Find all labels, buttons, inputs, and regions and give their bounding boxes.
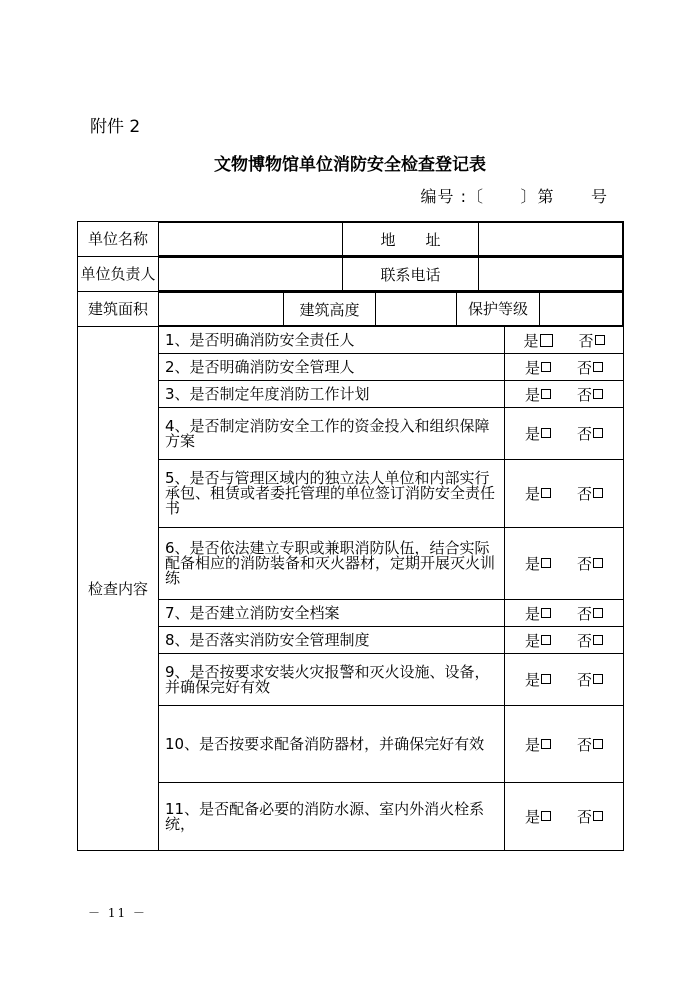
row-building <box>78 292 624 327</box>
phone-field[interactable] <box>479 258 623 291</box>
no-label: 否 <box>577 671 593 689</box>
yes-checkbox[interactable] <box>541 608 551 618</box>
inspection-row <box>78 460 624 528</box>
inspection-item: 2、是否明确消防安全管理人 <box>159 354 505 381</box>
yes-checkbox[interactable] <box>541 428 551 438</box>
yes-no-choice <box>505 783 624 851</box>
yes-checkbox[interactable] <box>541 674 551 684</box>
serial-number-label: 编号 :〔 〕第 号 <box>420 187 608 206</box>
yes-no-choice <box>505 654 624 706</box>
yes-checkbox[interactable] <box>541 558 551 568</box>
no-label: 否 <box>577 735 593 754</box>
inspection-item: 1、是否明确消防安全责任人 <box>159 327 505 354</box>
yes-checkbox[interactable] <box>541 635 551 645</box>
yes-label: 是 <box>524 385 540 404</box>
protection-level-field[interactable] <box>540 293 623 326</box>
responsible-label: 单位负责人 <box>78 257 159 292</box>
yes-checkbox[interactable] <box>541 488 551 498</box>
section-label: 检查内容 <box>78 327 159 851</box>
yes-checkbox[interactable] <box>541 389 551 399</box>
phone-label: 联系电话 <box>343 258 479 291</box>
yes-label: 是 <box>524 604 540 623</box>
inspection-row <box>78 654 624 706</box>
unit-name-label: 单位名称 <box>78 222 159 257</box>
inspection-row <box>78 408 624 460</box>
no-checkbox[interactable] <box>593 428 603 438</box>
yes-no-choice <box>505 460 624 528</box>
yes-label: 是 <box>524 425 540 443</box>
yes-no-choice <box>505 627 624 654</box>
no-label: 否 <box>577 485 593 503</box>
form-title: 文物博物馆单位消防安全检查登记表 <box>214 155 486 175</box>
no-checkbox[interactable] <box>593 635 603 645</box>
yes-checkbox[interactable] <box>541 362 551 372</box>
height-label: 建筑高度 <box>284 293 376 326</box>
yes-label: 是 <box>523 331 539 350</box>
inspection-row <box>78 706 624 783</box>
yes-label: 是 <box>524 555 540 573</box>
inspection-item: 3、是否制定年度消防工作计划 <box>159 381 505 408</box>
area-label: 建筑面积 <box>78 292 159 327</box>
no-checkbox[interactable] <box>593 811 603 821</box>
no-checkbox[interactable] <box>593 488 603 498</box>
yes-label: 是 <box>524 735 540 754</box>
no-checkbox[interactable] <box>593 362 603 372</box>
inspection-row <box>78 528 624 600</box>
area-field[interactable] <box>159 293 284 326</box>
yes-no-choice <box>505 381 624 408</box>
no-checkbox[interactable] <box>593 739 603 749</box>
inspection-item: 9、是否按要求安装火灾报警和灭火设施、设备，并确保完好有效 <box>159 654 505 706</box>
no-label: 否 <box>577 358 593 377</box>
no-checkbox[interactable] <box>593 558 603 568</box>
yes-checkbox[interactable] <box>541 811 551 821</box>
inspection-form-table <box>77 221 624 851</box>
inspection-row <box>78 600 624 627</box>
no-label: 否 <box>577 555 593 573</box>
protection-level-label: 保护等级 <box>457 293 540 326</box>
no-label: 否 <box>577 425 593 443</box>
inspection-item: 5、是否与管理区域内的独立法人单位和内部实行承包、租赁或者委托管理的单位签订消防安全责任书 <box>159 460 505 528</box>
inspection-item: 7、是否建立消防安全档案 <box>159 600 505 627</box>
yes-no-choice <box>505 327 624 354</box>
yes-label: 是 <box>524 485 540 503</box>
row-unit-name <box>78 222 624 257</box>
yes-no-choice <box>505 706 624 783</box>
no-checkbox[interactable] <box>593 389 603 399</box>
inspection-item: 8、是否落实消防安全管理制度 <box>159 627 505 654</box>
no-label: 否 <box>577 631 593 650</box>
yes-no-choice <box>505 408 624 460</box>
inspection-row <box>78 354 624 381</box>
no-checkbox[interactable] <box>595 335 605 345</box>
no-label: 否 <box>577 808 593 826</box>
height-field[interactable] <box>376 293 457 326</box>
no-label: 否 <box>577 604 593 623</box>
inspection-row <box>78 327 624 354</box>
inspection-item: 6、是否依法建立专职或兼职消防队伍，结合实际配备相应的消防装备和灭火器材，定期开展灭火训练 <box>159 528 505 600</box>
yes-no-choice <box>505 354 624 381</box>
page-number: － 11 － <box>88 906 147 920</box>
yes-no-choice <box>505 528 624 600</box>
row-responsible <box>78 257 624 292</box>
yes-label: 是 <box>524 671 540 689</box>
address-field[interactable] <box>479 223 623 256</box>
yes-label: 是 <box>524 631 540 650</box>
responsible-field[interactable] <box>159 258 343 291</box>
yes-label: 是 <box>524 808 540 826</box>
no-checkbox[interactable] <box>593 608 603 618</box>
attachment-label: 附件 2 <box>90 117 141 137</box>
inspection-row <box>78 783 624 851</box>
yes-checkbox[interactable] <box>541 739 551 749</box>
inspection-item: 11、是否配备必要的消防水源、室内外消火栓系统， <box>159 783 505 851</box>
inspection-item: 4、是否制定消防安全工作的资金投入和组织保障方案 <box>159 408 505 460</box>
yes-checkbox[interactable] <box>540 334 553 347</box>
no-label: 否 <box>578 331 594 350</box>
yes-no-choice <box>505 600 624 627</box>
no-label: 否 <box>577 385 593 404</box>
inspection-item: 10、是否按要求配备消防器材，并确保完好有效 <box>159 706 505 783</box>
inspection-row <box>78 381 624 408</box>
address-label: 地 址 <box>343 223 479 256</box>
no-checkbox[interactable] <box>593 674 603 684</box>
unit-name-field[interactable] <box>159 223 343 256</box>
inspection-row <box>78 627 624 654</box>
yes-label: 是 <box>524 358 540 377</box>
